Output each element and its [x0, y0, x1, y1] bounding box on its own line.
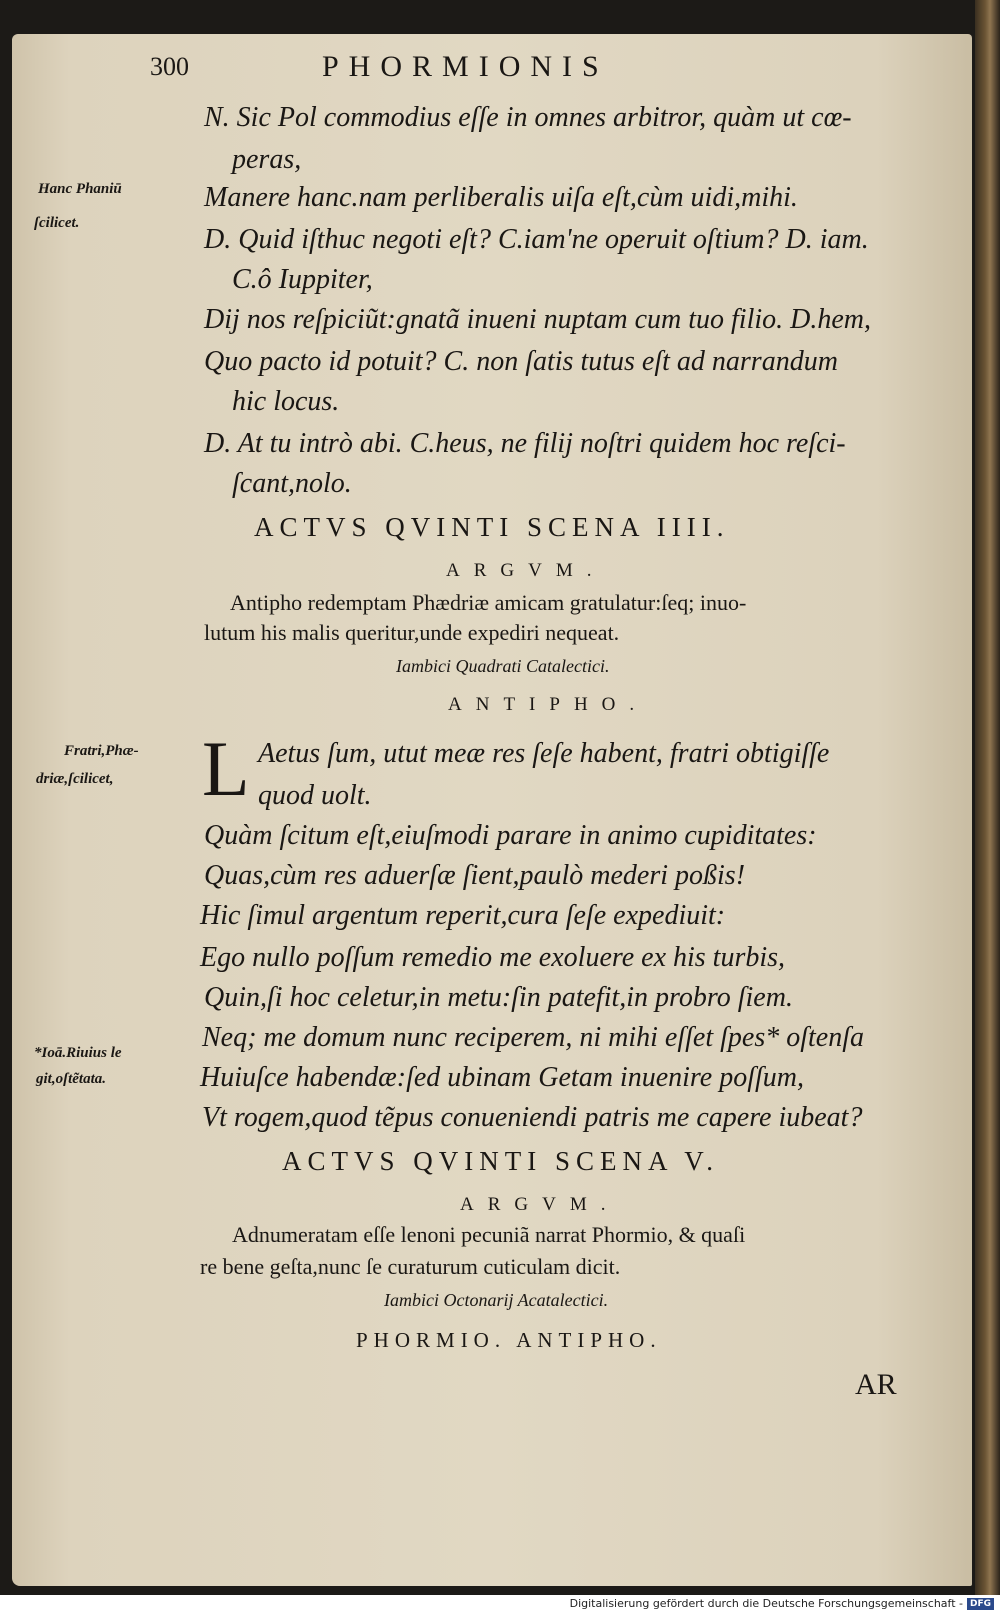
verse-line: peras, — [232, 144, 302, 175]
speaker-label: PHORMIO. ANTIPHO. — [356, 1328, 662, 1352]
running-head: PHORMIONIS — [322, 50, 609, 83]
verse-line: Aetus ſum, utut meæ res ſeſe habent, fratri obtigiſſe — [258, 738, 830, 769]
drop-capital: L — [202, 725, 250, 812]
verse-line: ſcant,nolo. — [232, 468, 352, 499]
verse-line: Manere hanc.nam perliberalis uiſa eſt,cùm uidi,mihi. — [204, 182, 798, 213]
verse-line: Neq; me domum nunc reciperem, ni mihi eſſet ſpes* oſtenſa — [202, 1022, 864, 1053]
verse-line: Ego nullo poſſum remedio me exoluere ex his turbis, — [200, 942, 786, 973]
margin-note: Fratri,Phæ- — [64, 743, 139, 759]
verse-line: Quin,ſi hoc celetur,in metu:ſin patefit,in probro ſiem. — [204, 982, 793, 1013]
verse-line: Dij nos reſpiciũt:gnatã inueni nuptam cum tuo filio. D.hem, — [204, 304, 872, 335]
margin-note: *Ioā.Riuius le — [34, 1045, 122, 1061]
book-edge — [975, 0, 1000, 1595]
argument-line: Antipho redemptam Phædriæ amicam gratulatur:ſeq; inuo- — [230, 590, 747, 615]
catchword: AR — [855, 1368, 897, 1401]
argument-line: re bene geſta,nunc ſe curaturum cuticulam dicit. — [200, 1254, 621, 1279]
scene-heading: ACTVS QVINTI SCENA V. — [282, 1146, 720, 1176]
verse-line: Huiuſce habendæ:ſed ubinam Getam inuenire poſſum, — [200, 1062, 804, 1093]
margin-note: Hanc Phaniū — [38, 181, 122, 197]
argum-label: ARGVM. — [460, 1194, 620, 1215]
verse-line: quod uolt. — [258, 780, 372, 811]
meter-note: Iambici Quadrati Catalectici. — [396, 656, 610, 676]
argument-line: Adnumeratam eſſe lenoni pecuniã narrat Phormio, & quaſi — [232, 1222, 746, 1247]
footer-text: Digitalisierung gefördert durch die Deutsche Forschungsgemeinschaft - — [569, 1597, 963, 1610]
argument-line: lutum his malis queritur,unde expediri nequeat. — [204, 620, 620, 645]
verse-line: D. At tu intrò abi. C.heus, ne filij noſtri quidem hoc reſci- — [204, 428, 846, 459]
verse-line: Hic ſimul argentum reperit,cura ſeſe expediuit: — [200, 900, 726, 931]
verse-line: C.ô Iuppiter, — [232, 264, 373, 295]
margin-note: driæ,ſcilicet, — [36, 771, 114, 787]
speaker-label: ANTIPHO. — [448, 694, 649, 715]
verse-line: Vt rogem,quod tẽpus conueniendi patris me capere iubeat? — [202, 1102, 863, 1133]
verse-line: N. Sic Pol commodius eſſe in omnes arbitror, quàm ut cœ- — [204, 102, 852, 133]
digitization-footer — [0, 1595, 1000, 1613]
book-page — [12, 34, 972, 1586]
meter-note: Iambici Octonarij Acatalectici. — [384, 1290, 609, 1310]
verse-line: Quo pacto id potuit? C. non ſatis tutus eſt ad narrandum — [204, 346, 838, 377]
verse-line: Quas,cùm res aduerſæ ſient,paulò mederi poßis! — [204, 860, 746, 891]
margin-note: git,oſtẽtata. — [36, 1071, 106, 1087]
margin-note: ſcilicet. — [34, 215, 80, 231]
verse-line: Quàm ſcitum eſt,eiuſmodi parare in animo cupiditates: — [204, 820, 817, 851]
scene-heading: ACTVS QVINTI SCENA IIII. — [254, 512, 730, 542]
verse-line: D. Quid iſthuc negoti eſt? C.iam'ne operuit oſtium? D. iam. — [204, 224, 869, 255]
page-number: 300 — [150, 52, 189, 81]
dfg-logo: DFG — [967, 1598, 994, 1610]
argum-label: ARGVM. — [446, 560, 606, 581]
verse-line: hic locus. — [232, 386, 340, 417]
